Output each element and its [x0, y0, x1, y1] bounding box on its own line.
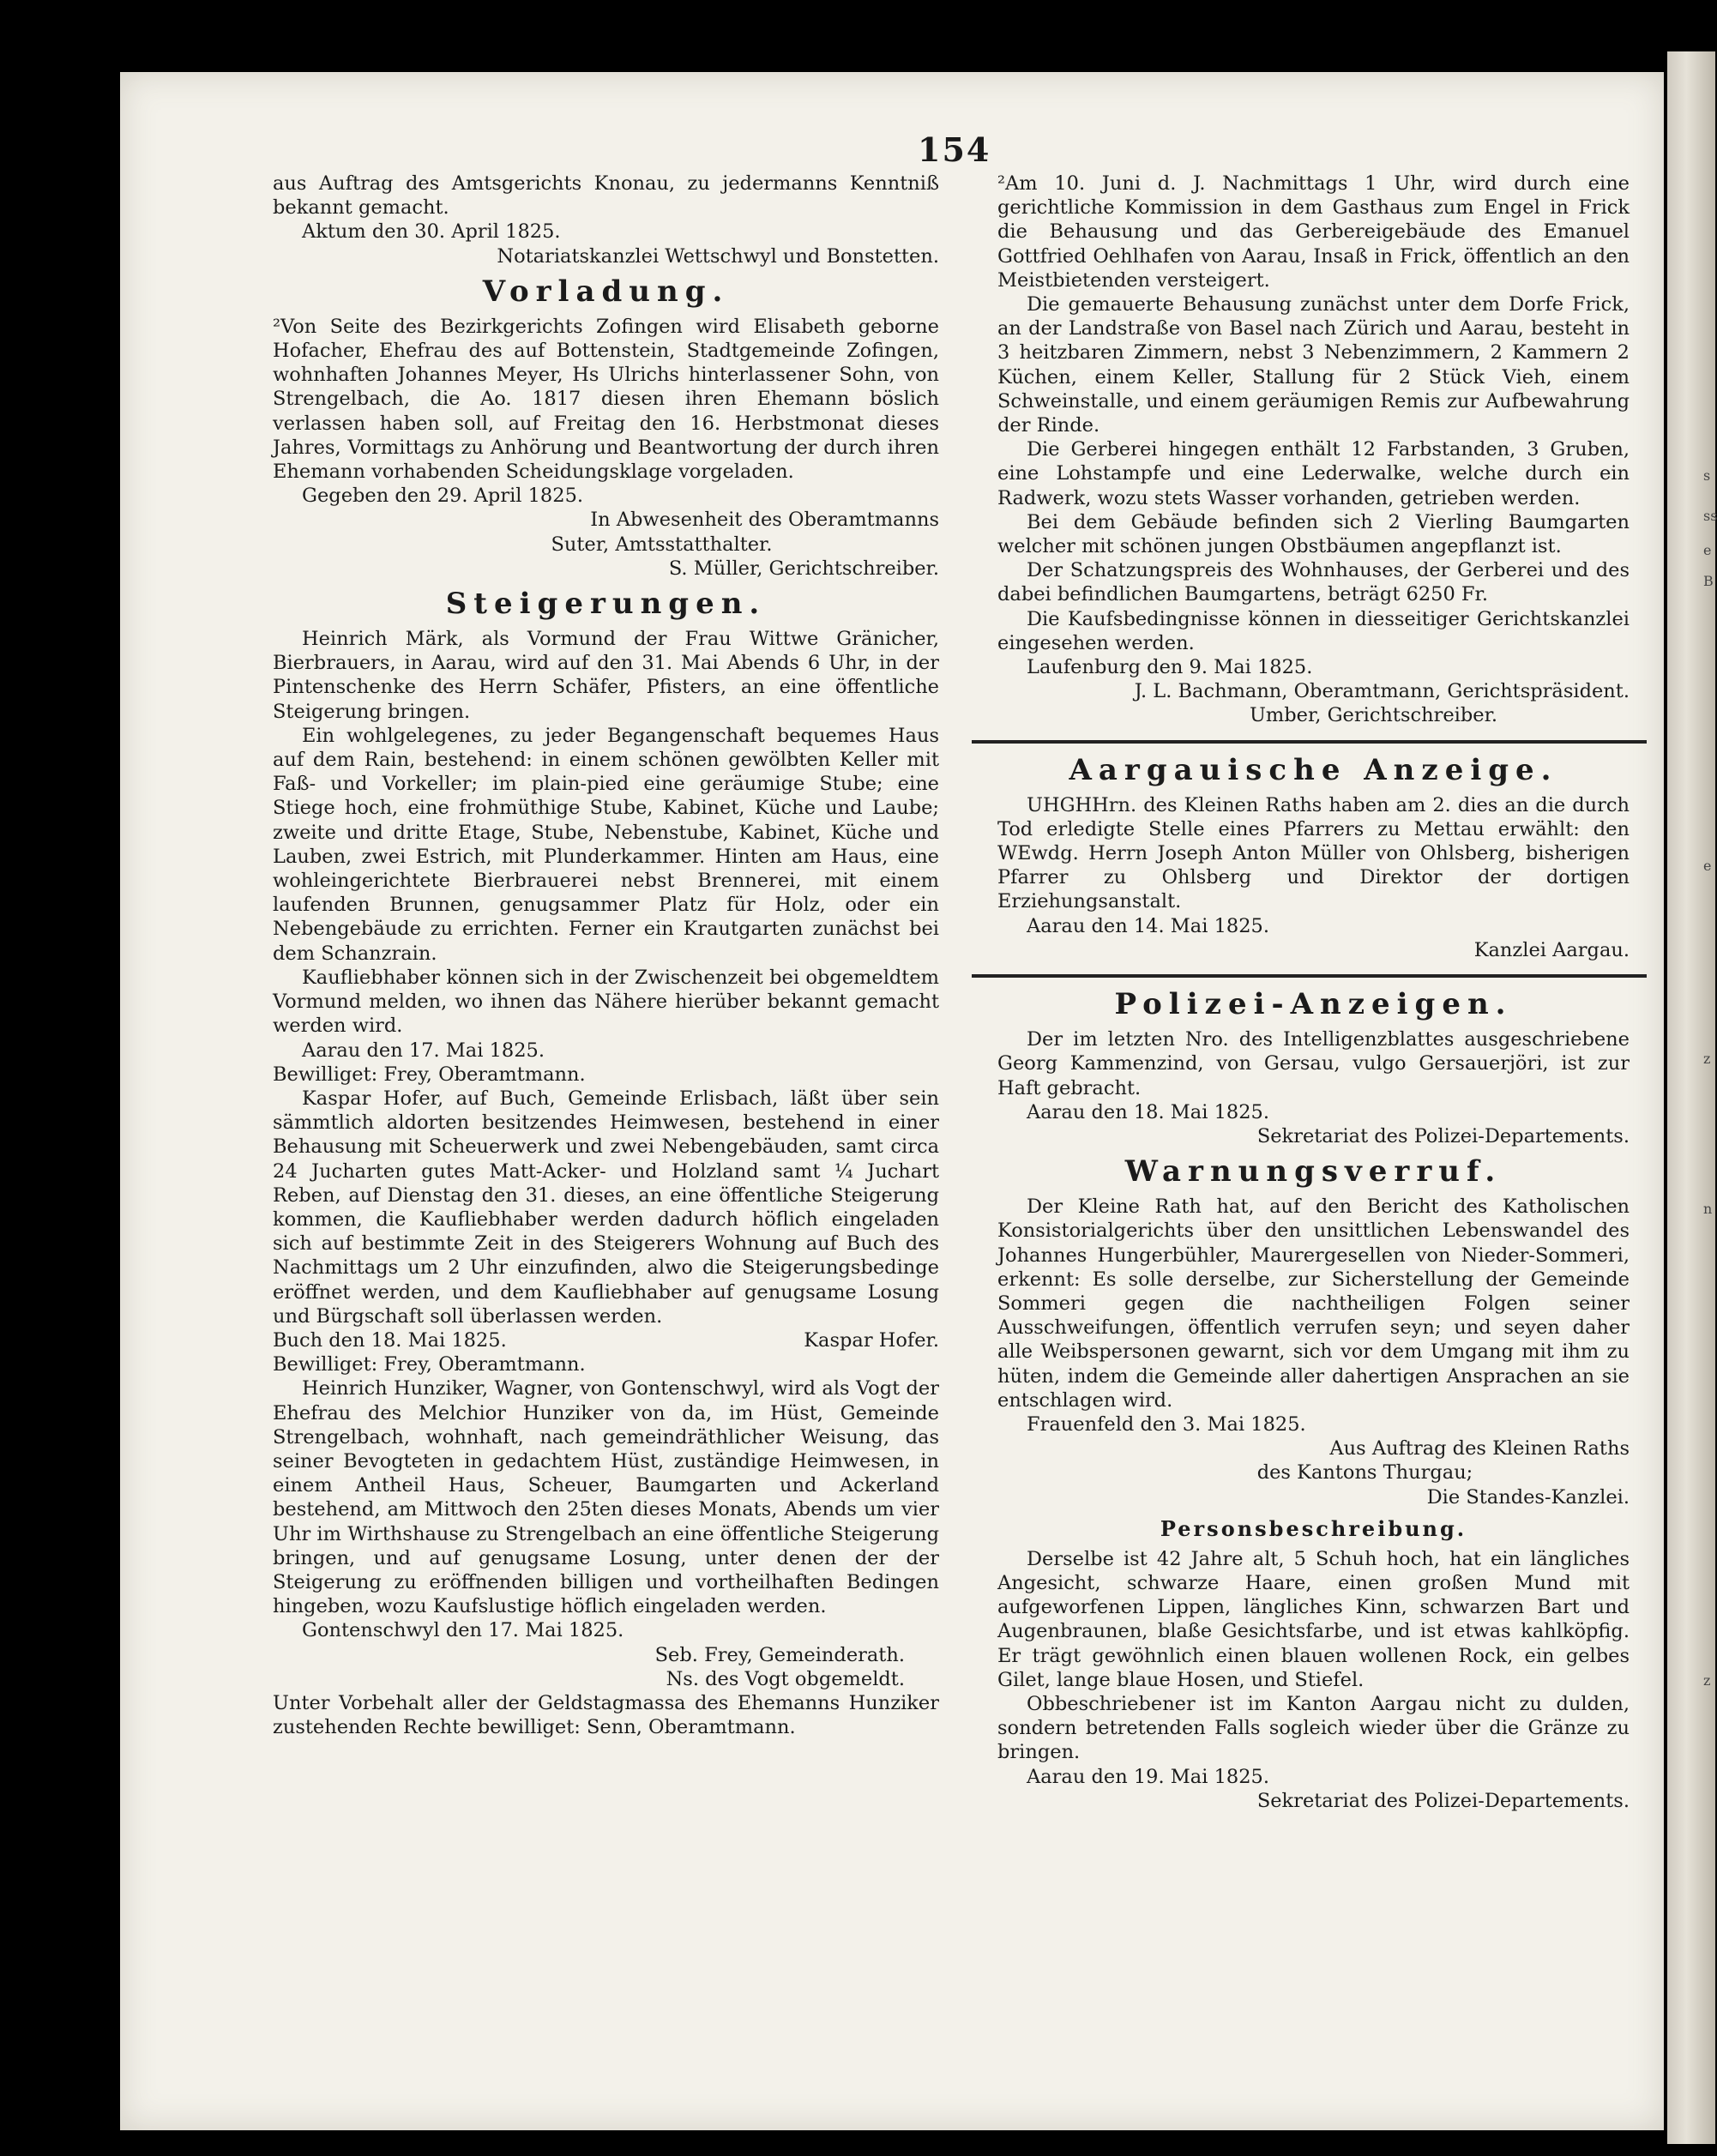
left-column: [273, 172, 939, 1739]
section-heading-vorladung: Vorladung.: [482, 274, 730, 309]
intro-signature: Notariatskanzlei Wettschwyl und Bonstetten.: [497, 244, 939, 268]
page-number: 154: [918, 130, 991, 169]
description-paragraph: Derselbe ist 42 Jahre alt, 5 Schuh hoch, hat ein längliches Angesicht, schwarze Haare, einen großen Mund mit aufgeworfenen Lippen, längliches Kinn, schwarzen Bart und Augenbraunen, blaße Gesichtsfarbe, und ist etwas kahlköpfig. Er trägt gewöhnlich einen blauen wollenen Rock, ein gelbes Gilet, lange blaue Hosen, und Stiefel.: [997, 1547, 1630, 1691]
steigerung-approval: Bewilliget: Frey, Oberamtmann.: [273, 1063, 586, 1086]
vorladung-signature-1: In Abwesenheit des Oberamtmanns: [590, 509, 939, 532]
warning-signature: Aus Auftrag des Kleinen Raths: [1329, 1437, 1630, 1460]
vorladung-signature-2: Suter, Amtsstatthalter.: [551, 533, 773, 556]
description-signature: Sekretariat des Polizei-Departements.: [1256, 1789, 1630, 1812]
vorladung-body: ²Von Seite des Bezirkgerichts Zofingen wird Elisabeth geborne Hofacher, Ehefrau des auf Bottenstein, Stadtgemeinde Zofingen, wohnhaften Johannes Meyer, Hs Ulrichs hinterlassener Sohn, von Strengelbach, die Ao. 1817 diesen ihren Ehemann böslich verlassen haben soll, auf Freitag den 16. Herbstmonat dieses Jahres, Vormittags zu Anhörung und Beantwortung der durch ihren Ehemann vorhabenden Scheidungsklage vorgeladen.: [273, 315, 939, 484]
police-signature: Sekretariat des Polizei-Departements.: [1256, 1124, 1630, 1147]
warning-signature: des Kantons Thurgau;: [1256, 1461, 1473, 1485]
intro-date: Aktum den 30. April 1825.: [302, 220, 561, 244]
announcement-signature: Kanzlei Aargau.: [1473, 938, 1630, 961]
edge-char: s: [1703, 467, 1711, 484]
section-heading-polizei: Polizei-Anzeigen.: [1114, 987, 1513, 1022]
next-page-edge-text: [1703, 0, 1715, 2156]
section-divider: [972, 974, 1647, 978]
steigerung-paragraph: Der Schatzungspreis des Wohnhauses, der Gerberei und des dabei befindlichen Baumgartens, beträgt 6250 Fr.: [997, 559, 1630, 606]
steigerung-approval: Unter Vorbehalt aller der Geldstagmassa des Ehemanns Hunziker zustehenden Rechte bewilliget: Senn, Oberamtmann.: [273, 1691, 939, 1739]
section-heading-aargauische: Aargauische Anzeige.: [1069, 752, 1558, 787]
vorladung-date: Gegeben den 29. April 1825.: [302, 485, 584, 508]
steigerung-paragraph: Ein wohlgelegenes, zu jeder Begangenschaft bequemes Haus auf dem Rain, bestehend: in einem schönen gewölbten Keller mit Faß- und Vorkeller; im plain-pied eine geräumige Stube; eine Stiege hoch, eine frohmüthige Stube, Kabinet, Küche und Laube; zweite und dritte Etage, Stube, Nebenstube, Kabinet, Küche und Lauben, zwei Estrich, mit Plunderkammer. Hinten am Haus, eine wohleingerichtete Bierbrauerei nebst Brennerei, mit einem laufenden Brunnen, genugsammer Platz für Holz, oder ein Nebengebäude zu errichten. Ferner ein Krautgarten zunächst bei dem Schanzrain.: [273, 724, 939, 965]
edge-char: B: [1703, 573, 1714, 589]
intro-text: aus Auftrag des Amtsgerichts Knonau, zu jedermanns Kenntniß bekannt gemacht.: [273, 172, 939, 220]
warning-date: Frauenfeld den 3. Mai 1825.: [1027, 1412, 1306, 1436]
police-date: Aarau den 18. Mai 1825.: [1027, 1100, 1269, 1123]
steigerung-approval: Bewilliget: Frey, Oberamtmann.: [273, 1353, 586, 1376]
steigerung-paragraph: Kaspar Hofer, auf Buch, Gemeinde Erlisbach, läßt über sein sämmtlich aldorten besitzendes Heimwesen, bestehend in einer Behausung mit Scheuerwerk und zwei Nebengebäuden, samt circa 24 Jucharten gutes Matt-Acker- und Holzland samt ¼ Juchart Reben, auf Dienstag den 31. dieses, an eine öffentliche Steigerung kommen, die Kaufliebhaber werden dadurch höflich eingeladen sich auf bestimmte Zeit in des Steigerers Wohnung auf Buch des Nachmittags um 2 Uhr einzufinden, alwo die Steigerungsbedinge eröffnet werden, und dem Kaufliebhaber auf genugsame Losung und Bürgschaft soll überlassen werden.: [273, 1087, 939, 1328]
edge-char: n: [1703, 1201, 1713, 1217]
steigerung-paragraph: Heinrich Hunziker, Wagner, von Gontenschwyl, wird als Vogt der Ehefrau des Melchior Hunziker von da, im Hüst, Gemeinde Strengelbach, wohnhaft, nach gemeindräthlicher Weisung, das seiner Bevogteten in gedachtem Hüst, zuständige Heimwesen, in einem Antheil Haus, Scheuer, Baumgarten und Ackerland bestehend, am Mittwoch den 25ten dieses Monats, Abends um vier Uhr im Wirthshause zu Strengelbach an eine öffentliche Steigerung bringen, und auf genugsame Losung, unter denen der der Steigerung zu eröffnenden billigen und vortheilhaften Bedingen hingeben, wozu Kaufslustige höflich eingeladen werden.: [273, 1377, 939, 1618]
steigerung-signature: J. L. Bachmann, Oberamtmann, Gerichtspräsident.: [1134, 680, 1630, 703]
steigerung-paragraph: Die Kaufsbedingnisse können in diesseitiger Gerichtskanzlei eingesehen werden.: [997, 607, 1630, 654]
edge-char: e: [1703, 542, 1712, 558]
steigerung-signature: Ns. des Vogt obgemeldt.: [666, 1667, 905, 1690]
steigerung-paragraph: Bei dem Gebäude befinden sich 2 Vierling Baumgarten welcher mit schönen jungen Obstbäumen angepflanzt ist.: [997, 510, 1630, 558]
steigerung-date: Gontenschwyl den 17. Mai 1825.: [302, 1619, 624, 1642]
steigerung-date: Buch den 18. Mai 1825.: [273, 1328, 507, 1352]
steigerung-paragraph: Die Gerberei hingegen enthält 12 Farbstanden, 3 Gruben, eine Lohstampfe und eine Lederwalke, welche durch ein Radwerk, wozu stets Wasser vorhanden, getrieben werden.: [997, 438, 1630, 509]
edge-char: e: [1703, 858, 1712, 874]
steigerung-paragraph: Die gemauerte Behausung zunächst unter dem Dorfe Frick, an der Landstraße von Basel nach Zürich und Aarau, besteht in 3 heitzbaren Zimmern, nebst 3 Nebenzimmern, 2 Kammern 2 Küchen, einem Keller, Stallung für 2 Stück Vieh, einem Schweinstalle, und einem geräumigen Remis zur Aufbewahrung der Rinde.: [997, 293, 1630, 437]
police-paragraph: Der im letzten Nro. des Intelligenzblattes ausgeschriebene Georg Kammenzind, von Gersau, vulgo Gersauerjöri, ist zur Haft gebracht.: [997, 1028, 1630, 1099]
announcement-paragraph: UHGHHrn. des Kleinen Raths haben am 2. dies an die durch Tod erledigte Stelle eines Pfarrers zu Mettau erwählt: den WEwdg. Herrn Joseph Anton Müller von Ohlsberg, bisherigen Pfarrer zu Ohlsberg und Direktor der dortigen Erziehungsanstalt.: [997, 793, 1630, 913]
steigerung-date: Aarau den 17. Mai 1825.: [302, 1039, 545, 1062]
right-column: [997, 172, 1630, 1813]
edge-char: z: [1703, 1051, 1711, 1067]
warning-paragraph: Der Kleine Rath hat, auf den Bericht des Katholischen Konsistorialgerichts über den unsittlichen Lebenswandel des Johannes Hungerbühler, Maurergesellen von Nieder-Sommeri, erkennt: Es solle derselbe, zur Sicherstellung der Gemeinde Sommeri gegen die nachtheiligen Folgen seiner Ausschweifungen, öffentlich verrufen seyn; und seyen daher alle Weibspersonen gewarnt, sich vor dem Umgang mit ihm zu hüten, indem die Gemeinde aller dahertigen Ansprachen an sie entschlagen wird.: [997, 1195, 1630, 1412]
description-paragraph: Obbeschriebener ist im Kanton Aargau nicht zu dulden, sondern betretenden Falls sogleich wieder über die Gränze zu bringen.: [997, 1692, 1630, 1764]
warning-signature: Die Standes-Kanzlei.: [1426, 1485, 1630, 1509]
steigerung-date-line: [273, 1328, 939, 1352]
vorladung-signature-3: S. Müller, Gerichtschreiber.: [668, 557, 939, 580]
steigerung-paragraph: Kaufliebhaber können sich in der Zwischenzeit bei obgemeldtem Vormund melden, wo ihnen das Nähere hierüber bekannt gemacht werden wird.: [273, 966, 939, 1038]
steigerung-signature: Kaspar Hofer.: [804, 1328, 939, 1352]
steigerung-paragraph: ²Am 10. Juni d. J. Nachmittags 1 Uhr, wird durch eine gerichtliche Kommission in dem Gasthaus zum Engel in Frick die Behausung und das Gerbereigebäude des Emanuel Gottfried Oehlhafen von Aarau, Insaß in Frick, öffentlich an den Meistbietenden versteigert.: [997, 172, 1630, 292]
description-date: Aarau den 19. Mai 1825.: [1027, 1765, 1269, 1788]
subheading-personsbeschreibung: Personsbeschreibung.: [1160, 1515, 1467, 1541]
announcement-date: Aarau den 14. Mai 1825.: [1027, 914, 1269, 937]
steigerung-signature: Umber, Gerichtschreiber.: [1249, 704, 1498, 727]
section-heading-warnung: Warnungsverruf.: [1124, 1154, 1503, 1189]
steigerung-date: Laufenburg den 9. Mai 1825.: [1027, 656, 1313, 679]
steigerung-paragraph: Heinrich Märk, als Vormund der Frau Wittwe Gränicher, Bierbrauers, in Aarau, wird auf den 31. Mai Abends 6 Uhr, in der Pintenschenke des Herrn Schäfer, Pfisters, an eine öffentliche Steigerung bringen.: [273, 628, 939, 723]
edge-char: ss: [1703, 508, 1717, 524]
edge-char: z: [1703, 1672, 1711, 1689]
steigerung-signature: Seb. Frey, Gemeinderath.: [654, 1643, 905, 1666]
section-divider: [972, 740, 1647, 744]
section-heading-steigerungen: Steigerungen.: [445, 587, 767, 622]
